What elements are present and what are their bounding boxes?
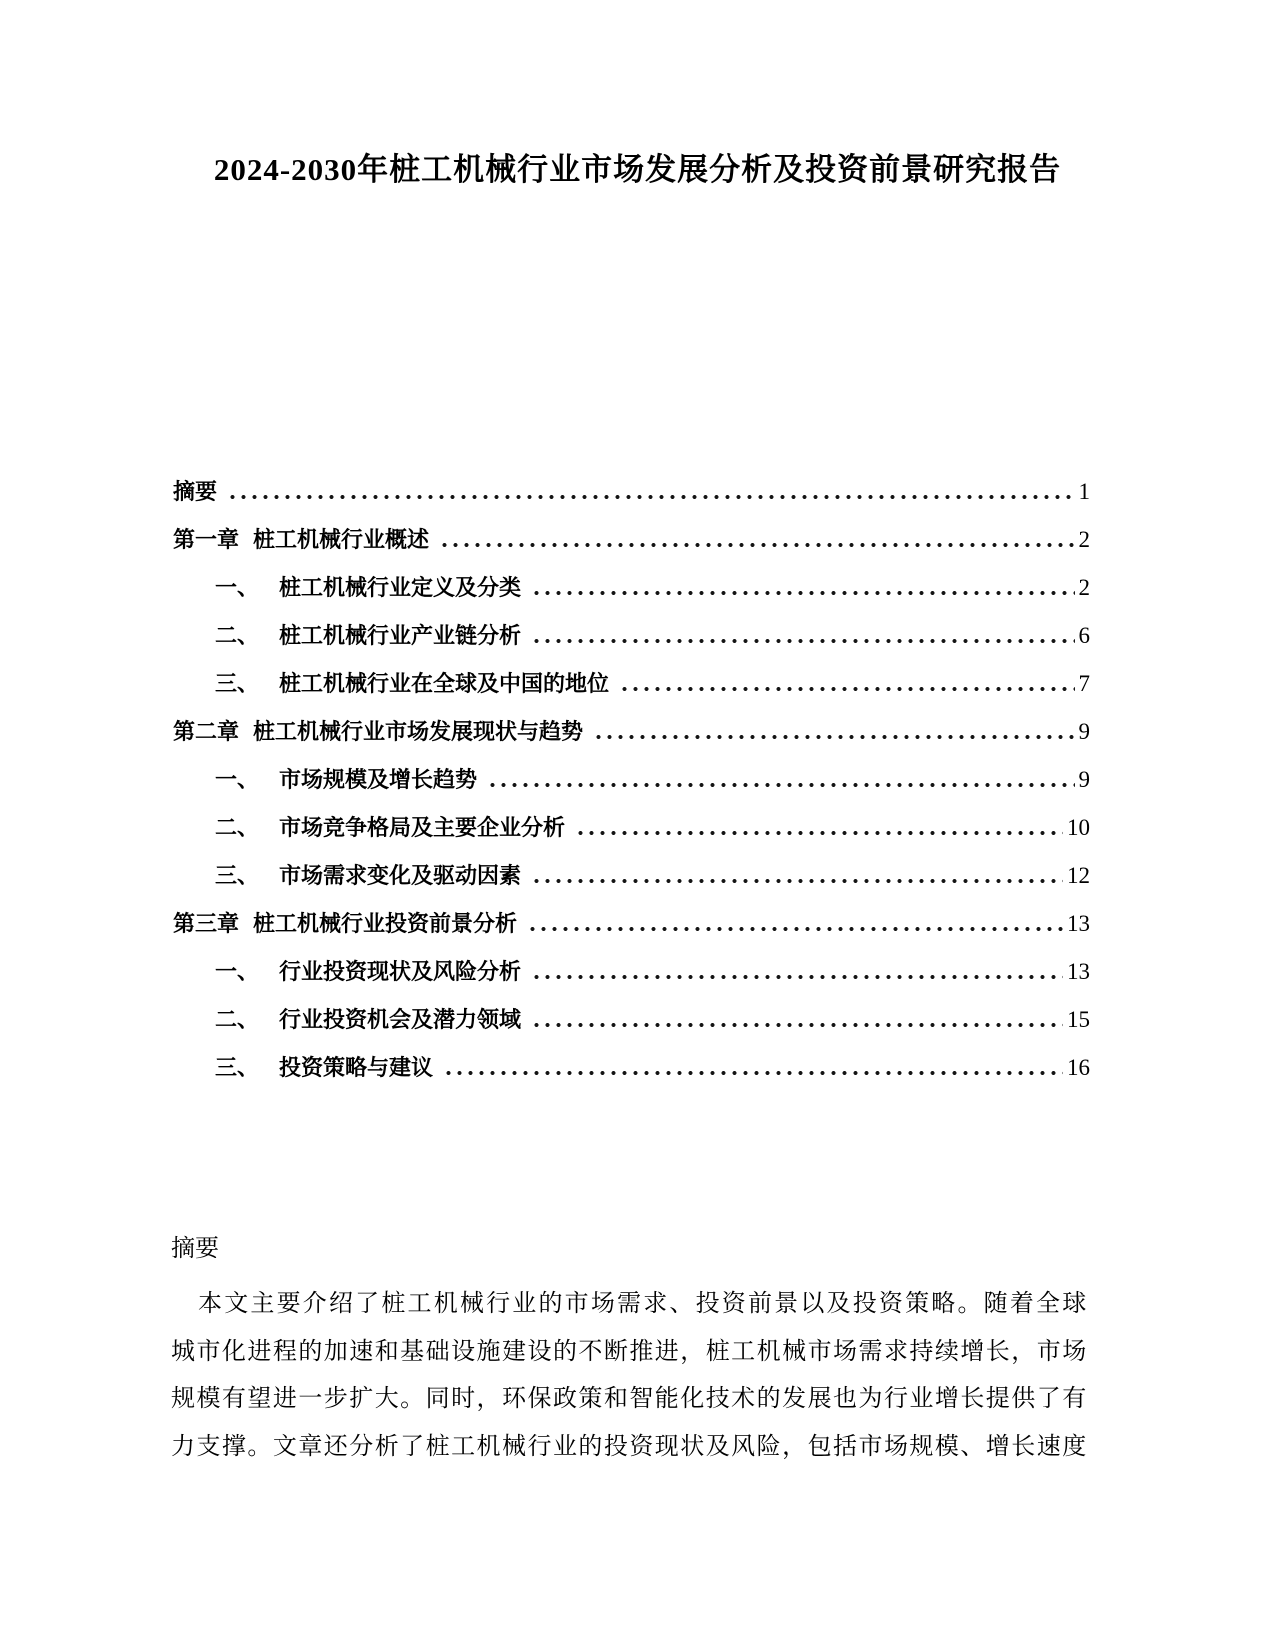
toc-entry-number: 一、 <box>215 575 260 600</box>
toc-entry-chapter-1[interactable] <box>173 516 1090 564</box>
abstract-paragraph-line: 本文主要介绍了桩工机械行业的市场需求、投资前景以及投资策略。随着全球 <box>198 1291 1087 1317</box>
toc-page-number: 10 <box>1067 815 1090 840</box>
toc-entry-3-2[interactable] <box>173 996 1090 1044</box>
toc-entry-label: 行业投资机会及潜力领域 <box>279 1007 522 1032</box>
toc-entry-number: 三、 <box>215 671 260 696</box>
toc-leader-dots <box>436 543 1074 547</box>
toc-entry-number: 第二章 <box>173 719 240 744</box>
toc-entry-number: 三、 <box>215 1055 260 1080</box>
toc-entry-1-3[interactable] <box>173 660 1090 708</box>
toc-entry-number: 二、 <box>215 623 260 648</box>
toc-page-number: 1 <box>1078 479 1090 504</box>
toc-page-number: 7 <box>1078 671 1090 696</box>
toc-entry-abstract[interactable] <box>173 468 1090 516</box>
toc-page-number: 15 <box>1067 1007 1090 1032</box>
toc-entry-2-2[interactable] <box>173 804 1090 852</box>
toc-entry-chapter-2[interactable] <box>173 708 1090 756</box>
toc-page-number: 13 <box>1067 959 1090 984</box>
toc-entry-number: 二、 <box>215 815 260 840</box>
table-of-contents <box>173 468 1090 1092</box>
toc-page-number: 12 <box>1067 863 1090 888</box>
toc-leader-dots <box>528 975 1063 979</box>
toc-entry-label: 桩工机械行业市场发展现状与趋势 <box>253 719 584 744</box>
abstract-heading: 摘要 <box>171 1236 219 1262</box>
toc-entry-label: 桩工机械行业产业链分析 <box>279 623 522 648</box>
toc-leader-dots <box>528 639 1074 643</box>
toc-leader-dots <box>590 735 1074 739</box>
toc-leader-dots <box>528 591 1074 595</box>
toc-entry-number: 二、 <box>215 1007 260 1032</box>
abstract-paragraph-line: 城市化进程的加速和基础设施建设的不断推进，桩工机械市场需求持续增长，市场 <box>171 1338 1087 1365</box>
toc-leader-dots <box>616 687 1074 691</box>
toc-leader-dots <box>528 1023 1063 1027</box>
toc-leader-dots <box>528 879 1063 883</box>
toc-page-number: 16 <box>1067 1055 1090 1080</box>
abstract-paragraph <box>171 1281 1087 1471</box>
toc-entry-label: 桩工机械行业定义及分类 <box>279 575 522 600</box>
toc-entry-label: 市场需求变化及驱动因素 <box>279 863 522 888</box>
toc-leader-dots <box>572 831 1063 835</box>
abstract-paragraph-line: 力支撑。文章还分析了桩工机械行业的投资现状及风险，包括市场规模、增长速度 <box>171 1433 1087 1460</box>
abstract-paragraph-line: 规模有望进一步扩大。同时，环保政策和智能化技术的发展也为行业增长提供了有 <box>171 1386 1087 1412</box>
toc-entry-number: 一、 <box>215 767 260 792</box>
toc-entry-label: 桩工机械行业在全球及中国的地位 <box>279 671 610 696</box>
toc-entry-number: 第三章 <box>173 911 240 936</box>
toc-page-number: 6 <box>1078 623 1090 648</box>
toc-entry-number: 第一章 <box>173 527 240 552</box>
toc-entry-3-1[interactable] <box>173 948 1090 996</box>
toc-entry-3-3[interactable] <box>173 1044 1090 1092</box>
toc-entry-number: 一、 <box>215 959 260 984</box>
toc-entry-label: 摘要 <box>173 479 218 504</box>
document-title: 2024-2030年桩工机械行业市场发展分析及投资前景研究报告 <box>213 152 1062 187</box>
toc-page-number: 13 <box>1067 911 1090 936</box>
toc-entry-label: 投资策略与建议 <box>279 1055 434 1080</box>
toc-entry-label: 桩工机械行业概述 <box>253 527 430 552</box>
toc-entry-1-2[interactable] <box>173 612 1090 660</box>
toc-entry-label: 市场竞争格局及主要企业分析 <box>279 815 566 840</box>
toc-entry-label: 行业投资现状及风险分析 <box>279 959 522 984</box>
toc-entry-2-3[interactable] <box>173 852 1090 900</box>
toc-leader-dots <box>224 495 1074 499</box>
toc-page-number: 9 <box>1078 719 1090 744</box>
toc-page-number: 9 <box>1078 767 1090 792</box>
toc-entry-number: 三、 <box>215 863 260 888</box>
toc-leader-dots <box>524 927 1063 931</box>
toc-page-number: 2 <box>1078 527 1090 552</box>
toc-entry-2-1[interactable] <box>173 756 1090 804</box>
toc-entry-label: 桩工机械行业投资前景分析 <box>253 911 518 936</box>
toc-entry-1-1[interactable] <box>173 564 1090 612</box>
toc-entry-label: 市场规模及增长趋势 <box>279 767 478 792</box>
toc-leader-dots <box>440 1071 1063 1075</box>
toc-entry-chapter-3[interactable] <box>173 900 1090 948</box>
toc-page-number: 2 <box>1078 575 1090 600</box>
toc-leader-dots <box>484 783 1074 787</box>
